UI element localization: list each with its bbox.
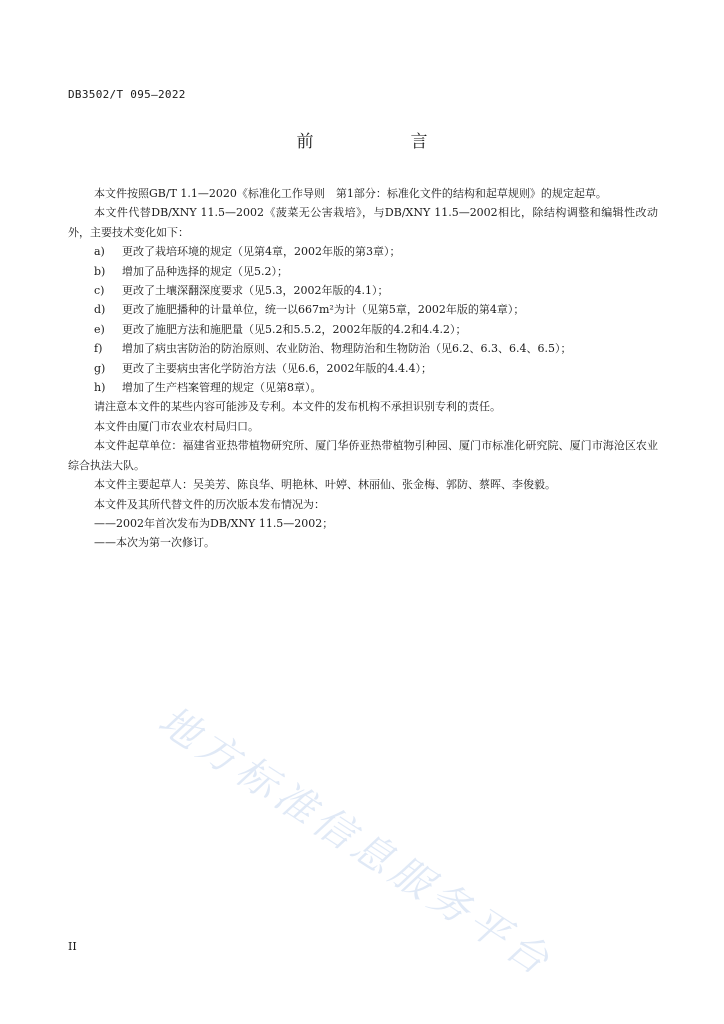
- list-item: [68, 300, 658, 319]
- list-marker: f): [94, 342, 103, 356]
- paragraph-version-history: 本文件及其所代替文件的历次版本发布情况为：: [94, 497, 325, 511]
- foreword-body: [68, 184, 658, 553]
- list-item: [68, 320, 658, 339]
- list-text: 更改了土壤深翻深度要求（见5.3，2002年版的4.1）；: [122, 284, 389, 298]
- standard-code: DB3502/T 095—2022: [68, 88, 186, 101]
- list-text: 增加了病虫害防治的防治原则、农业防治、物理防治和生物防治（见6.2、6.3、6.4、6.5）；: [122, 342, 572, 356]
- list-item: [68, 262, 658, 281]
- list-item: [68, 242, 658, 261]
- list-item: [68, 339, 658, 358]
- list-text: 更改了主要病虫害化学防治方法（见6.6，2002年版的4.4.4）；: [122, 361, 432, 375]
- paragraph-first-release: ——2002年首次发布为DB/XNY 11.5—2002；: [94, 516, 334, 530]
- paragraph-drafting-units: 本文件起草单位：福建省亚热带植物研究所、厦门华侨亚热带植物引种园、厦门市标准化研究院、厦门市海沧区农业综合执法大队。: [68, 439, 658, 472]
- list-marker: e): [94, 322, 105, 336]
- page-number: II: [68, 940, 77, 953]
- watermark: 地方标准信息服务平台: [150, 697, 561, 987]
- paragraph-patent-notice: 请注意本文件的某些内容可能涉及专利。本文件的发布机构不承担识别专利的责任。: [94, 400, 501, 414]
- paragraph-drafting-rule: 本文件按照GB/T 1.1—2020《标准化工作导则 第1部分：标准化文件的结构和起草规则》的规定起草。: [94, 187, 607, 200]
- list-marker: b): [94, 264, 106, 278]
- list-item: [68, 359, 658, 378]
- paragraph-current-revision: ——本次为第一次修订。: [94, 536, 215, 550]
- paragraph-administered-by: 本文件由厦门市农业农村局归口。: [94, 419, 259, 433]
- list-text: 更改了施肥播种的计量单位，统一以667m²为计（见第5章，2002年版的第4章）；: [122, 303, 525, 317]
- list-marker: d): [94, 303, 106, 317]
- list-item: [68, 281, 658, 300]
- paragraph-replacement: 本文件代替DB/XNY 11.5—2002《菠菜无公害栽培》，与DB/XNY 11.5—2002相比，除结构调整和编辑性改动外，主要技术变化如下：: [68, 206, 658, 239]
- list-marker: c): [94, 284, 105, 298]
- paragraph-drafters: 本文件主要起草人：吴美芳、陈良华、明艳林、叶婷、林丽仙、张金梅、郭防、蔡晖、李俊毅。: [94, 478, 556, 492]
- list-text: 更改了栽培环境的规定（见第4章，2002年版的第3章）；: [122, 245, 401, 259]
- list-text: 更改了施肥方法和施肥量（见5.2和5.5.2，2002年版的4.2和4.4.2）；: [122, 322, 467, 336]
- list-marker: g): [94, 361, 106, 375]
- list-marker: a): [94, 245, 105, 259]
- page-title: 前 言: [296, 132, 468, 152]
- list-marker: h): [94, 381, 106, 395]
- list-item: [68, 378, 658, 397]
- list-text: 增加了品种选择的规定（见5.2）；: [122, 264, 288, 278]
- list-text: 增加了生产档案管理的规定（见第8章）。: [122, 381, 322, 395]
